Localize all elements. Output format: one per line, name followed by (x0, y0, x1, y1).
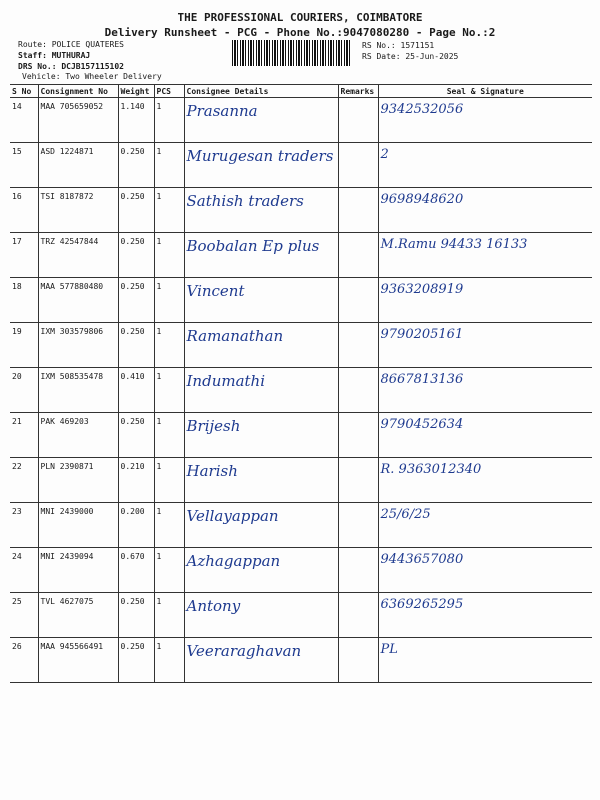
cell-remarks (338, 323, 378, 368)
cell-consignee (184, 278, 338, 323)
cell-remarks (338, 98, 378, 143)
cell-weight: 0.250 (118, 323, 154, 368)
consignee-name: Harish (186, 462, 238, 480)
signature: 9698948620 (380, 192, 464, 207)
cell-weight: 0.250 (118, 593, 154, 638)
cell-signature (378, 548, 592, 593)
table-row (10, 368, 592, 413)
cell-sno: 17 (10, 233, 38, 278)
cell-remarks (338, 143, 378, 188)
consignee-name: Antony (186, 597, 241, 615)
cell-pcs: 1 (154, 278, 184, 323)
table-row (10, 323, 592, 368)
cell-sno: 24 (10, 548, 38, 593)
document-title: THE PROFESSIONAL COURIERS, COIMBATORE (177, 11, 423, 24)
cell-pcs: 1 (154, 593, 184, 638)
cell-remarks (338, 233, 378, 278)
col-signature: Seal & Signature (378, 85, 592, 98)
signature: R. 9363012340 (380, 462, 482, 477)
col-consignment: Consignment No (38, 85, 118, 98)
cell-signature (378, 188, 592, 233)
cell-weight: 0.410 (118, 368, 154, 413)
table-row (10, 98, 592, 143)
cell-pcs: 1 (154, 638, 184, 683)
signature: 25/6/25 (380, 507, 431, 522)
cell-consignee (184, 593, 338, 638)
table-row (10, 638, 592, 683)
cell-signature (378, 638, 592, 683)
cell-consignee (184, 233, 338, 278)
cell-remarks (338, 413, 378, 458)
drs-label: DRS No.: DCJB157115102 (18, 62, 124, 71)
cell-signature (378, 143, 592, 188)
rs-date-label: RS Date: 25-Jun-2025 (362, 52, 459, 61)
cell-remarks (338, 368, 378, 413)
consignee-name: Brijesh (186, 417, 241, 435)
consignee-name: Murugesan traders (186, 147, 334, 165)
signature: PL (380, 642, 398, 657)
cell-remarks (338, 548, 378, 593)
runsheet-table (10, 84, 592, 683)
consignee-name: Vincent (186, 282, 245, 300)
signature: 9443657080 (380, 552, 464, 567)
cell-pcs: 1 (154, 458, 184, 503)
cell-consignee (184, 413, 338, 458)
cell-consignee (184, 458, 338, 503)
cell-weight: 0.250 (118, 278, 154, 323)
cell-consignment: PAK 469203 (38, 413, 118, 458)
cell-weight: 0.210 (118, 458, 154, 503)
cell-sno: 15 (10, 143, 38, 188)
cell-weight: 0.250 (118, 143, 154, 188)
cell-consignee (184, 188, 338, 233)
cell-consignment: TVL 4627075 (38, 593, 118, 638)
cell-sno: 22 (10, 458, 38, 503)
cell-consignee (184, 143, 338, 188)
cell-remarks (338, 458, 378, 503)
cell-consignment: MAA 945566491 (38, 638, 118, 683)
cell-pcs: 1 (154, 323, 184, 368)
signature: 9790205161 (380, 327, 464, 342)
cell-signature (378, 458, 592, 503)
col-consignee: Consignee Details (184, 85, 338, 98)
cell-consignee (184, 98, 338, 143)
cell-signature (378, 593, 592, 638)
cell-signature (378, 368, 592, 413)
cell-weight: 1.140 (118, 98, 154, 143)
cell-consignee (184, 323, 338, 368)
cell-consignee (184, 548, 338, 593)
table-row (10, 413, 592, 458)
cell-pcs: 1 (154, 143, 184, 188)
cell-pcs: 1 (154, 233, 184, 278)
cell-signature (378, 413, 592, 458)
staff-label: Staff: MUTHURAJ (18, 51, 91, 60)
cell-consignee (184, 638, 338, 683)
cell-weight: 0.250 (118, 413, 154, 458)
consignee-name: Indumathi (186, 372, 266, 390)
cell-sno: 21 (10, 413, 38, 458)
cell-consignment: MAA 705659052 (38, 98, 118, 143)
consignee-name: Sathish traders (186, 192, 304, 210)
consignee-name: Veeraraghavan (186, 642, 302, 660)
cell-signature (378, 278, 592, 323)
table-row (10, 278, 592, 323)
cell-sno: 20 (10, 368, 38, 413)
col-sno: S No (10, 85, 38, 98)
cell-weight: 0.250 (118, 638, 154, 683)
cell-consignment: TRZ 42547844 (38, 233, 118, 278)
cell-consignment: ASD 1224871 (38, 143, 118, 188)
table-header-row (10, 85, 592, 98)
cell-sno: 26 (10, 638, 38, 683)
cell-consignment: TSI 8187872 (38, 188, 118, 233)
table-row (10, 593, 592, 638)
cell-pcs: 1 (154, 503, 184, 548)
barcode (232, 40, 350, 66)
col-remarks: Remarks (338, 85, 378, 98)
table-row (10, 188, 592, 233)
cell-pcs: 1 (154, 548, 184, 593)
consignee-name: Prasanna (186, 102, 258, 120)
table-row (10, 548, 592, 593)
col-pcs: PCS (154, 85, 184, 98)
cell-pcs: 1 (154, 98, 184, 143)
cell-sno: 16 (10, 188, 38, 233)
cell-consignment: IXM 303579806 (38, 323, 118, 368)
cell-remarks (338, 278, 378, 323)
consignee-name: Boobalan Ep plus (186, 237, 320, 255)
cell-consignment: MAA 577880480 (38, 278, 118, 323)
cell-remarks (338, 638, 378, 683)
cell-consignment: MNI 2439094 (38, 548, 118, 593)
cell-remarks (338, 593, 378, 638)
signature: 9363208919 (380, 282, 464, 297)
cell-signature (378, 233, 592, 278)
cell-consignment: PLN 2390871 (38, 458, 118, 503)
cell-sno: 19 (10, 323, 38, 368)
route-label: Route: POLICE QUATERES (18, 40, 124, 49)
col-weight: Weight (118, 85, 154, 98)
cell-sno: 25 (10, 593, 38, 638)
document-subtitle: Delivery Runsheet - PCG - Phone No.:9047080280 - Page No.:2 (104, 26, 496, 39)
cell-consignee (184, 368, 338, 413)
cell-sno: 23 (10, 503, 38, 548)
cell-pcs: 1 (154, 368, 184, 413)
vehicle-label: Vehicle: Two Wheeler Delivery (22, 72, 162, 81)
table-row (10, 503, 592, 548)
cell-signature (378, 503, 592, 548)
signature: M.Ramu 94433 16133 (380, 237, 528, 252)
consignee-name: Azhagappan (186, 552, 281, 570)
cell-consignment: IXM 508535478 (38, 368, 118, 413)
cell-remarks (338, 188, 378, 233)
table-row (10, 458, 592, 503)
rs-no-label: RS No.: 1571151 (362, 41, 435, 50)
table-row (10, 233, 592, 278)
consignee-name: Ramanathan (186, 327, 284, 345)
cell-remarks (338, 503, 378, 548)
cell-consignment: MNI 2439000 (38, 503, 118, 548)
cell-weight: 0.200 (118, 503, 154, 548)
cell-signature (378, 323, 592, 368)
consignee-name: Vellayappan (186, 507, 279, 525)
cell-weight: 0.670 (118, 548, 154, 593)
signature: 2 (380, 147, 389, 162)
signature: 9342532056 (380, 102, 464, 117)
signature: 8667813136 (380, 372, 464, 387)
signature: 9790452634 (380, 417, 464, 432)
cell-pcs: 1 (154, 188, 184, 233)
cell-pcs: 1 (154, 413, 184, 458)
signature: 6369265295 (380, 597, 464, 612)
cell-weight: 0.250 (118, 233, 154, 278)
table-row (10, 143, 592, 188)
cell-consignee (184, 503, 338, 548)
cell-signature (378, 98, 592, 143)
cell-sno: 14 (10, 98, 38, 143)
cell-weight: 0.250 (118, 188, 154, 233)
cell-sno: 18 (10, 278, 38, 323)
